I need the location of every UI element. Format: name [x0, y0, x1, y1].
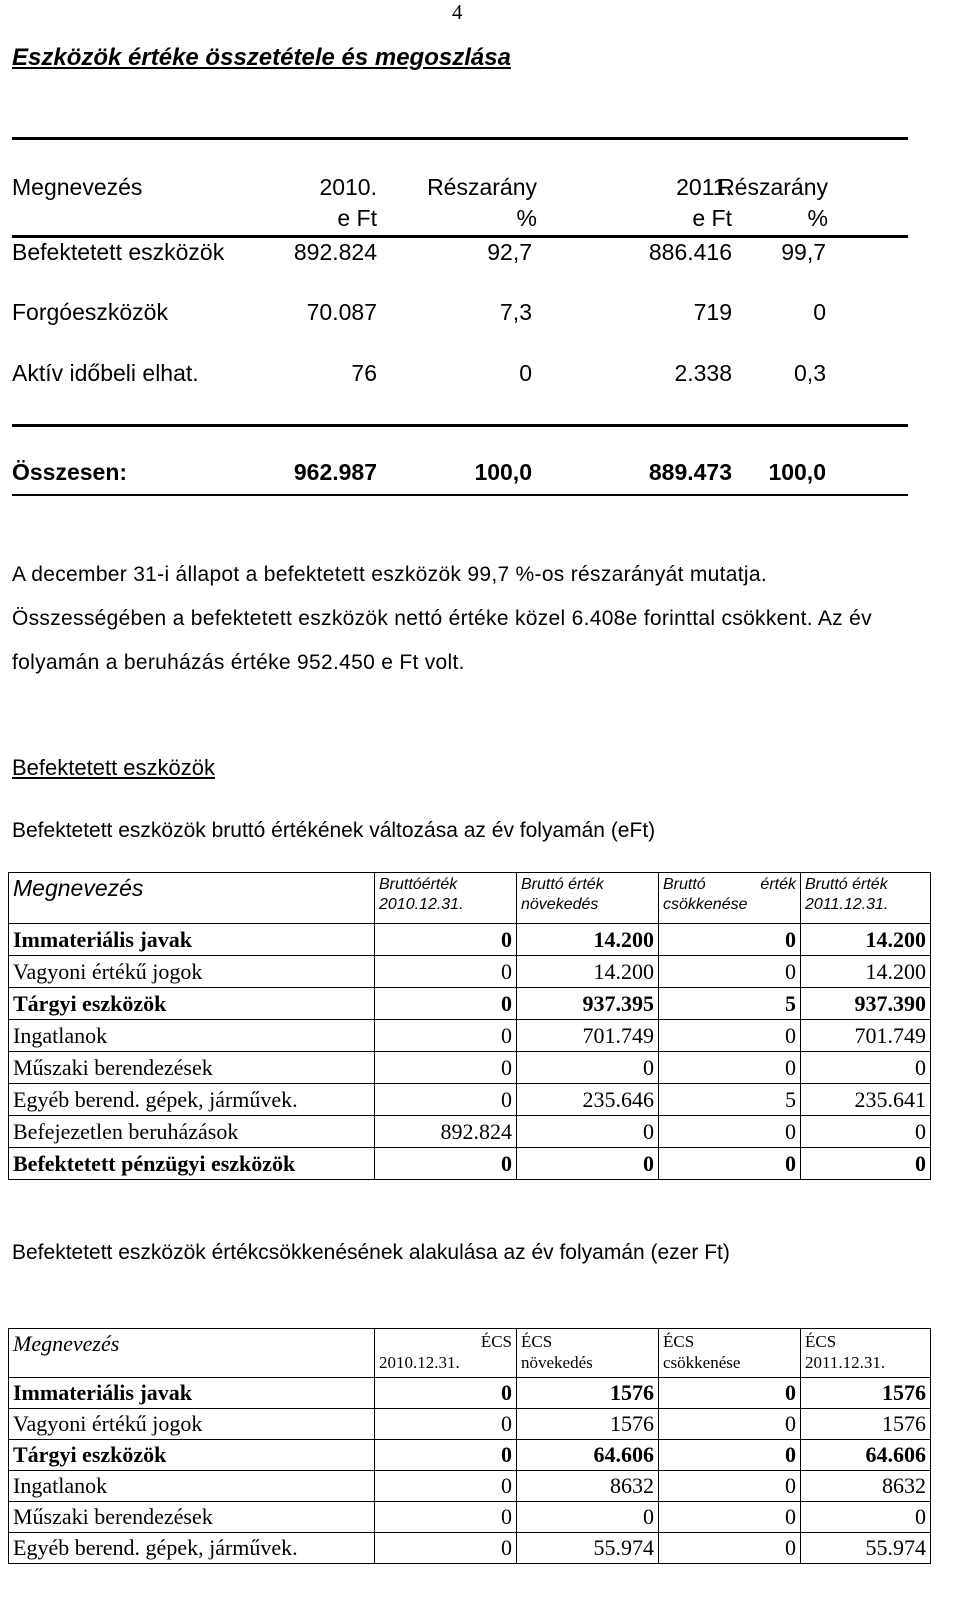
header-share-2010: Részarány [427, 174, 537, 200]
cell-name: Műszaki berendezések [9, 1502, 375, 1533]
cell-name: Műszaki berendezések [9, 1052, 375, 1084]
cell-c2: 64.606 [517, 1440, 659, 1471]
cell-c2: 14.200 [517, 924, 659, 956]
cell-c3: 0 [659, 1020, 801, 1052]
cell-c4: 0 [801, 1116, 931, 1148]
cell-c2: 235.646 [517, 1084, 659, 1116]
header-share-2011-unit: % [807, 205, 828, 231]
cell-c2: 0 [517, 1052, 659, 1084]
cell-c1: 0 [375, 1378, 517, 1409]
cell-c3: 0 [659, 1378, 801, 1409]
cell-c1: 0 [375, 956, 517, 988]
header-col4 [801, 873, 931, 924]
row-share-2011: 0,3 [794, 360, 826, 386]
row-2011: 2.338 [674, 360, 732, 386]
cell-c4: 1576 [801, 1378, 931, 1409]
cell-c1: 892.824 [375, 1116, 517, 1148]
table-row [9, 1116, 931, 1148]
header-col2-line1: Bruttó érték [521, 876, 604, 893]
cell-c2: 701.749 [517, 1020, 659, 1052]
cell-c2: 0 [517, 1148, 659, 1180]
gross-value-table [8, 872, 931, 1180]
row-2010: 892.824 [293, 239, 377, 265]
header-name: Megnevezés [9, 873, 375, 924]
cell-name: Immateriális javak [9, 1378, 375, 1409]
cell-c1: 0 [375, 924, 517, 956]
row-2010: 70.087 [306, 299, 377, 325]
cell-c4: 14.200 [801, 956, 931, 988]
table-header-row [9, 873, 931, 924]
cell-c3: 0 [659, 1502, 801, 1533]
header-col3-line2: csökkenése [663, 1353, 741, 1372]
header-col1 [375, 873, 517, 924]
header-col2-line2: növekedés [521, 1353, 593, 1372]
cell-c3: 0 [659, 924, 801, 956]
cell-c4: 235.641 [801, 1084, 931, 1116]
cell-c2: 55.974 [517, 1533, 659, 1564]
total-top-rule [12, 424, 908, 427]
header-2011-unit: e Ft [692, 205, 732, 231]
page-number: 4 [452, 0, 463, 24]
table-row [9, 1471, 931, 1502]
table-row [9, 1378, 931, 1409]
cell-name: Immateriális javak [9, 924, 375, 956]
header-col1-line1: Bruttóérték [379, 876, 458, 893]
row-name: Forgóeszközök [12, 299, 168, 325]
header-col3-word2: érték [760, 876, 796, 893]
table-row [9, 1020, 931, 1052]
row-share-2010: 7,3 [500, 299, 532, 325]
cell-name: Vagyoni értékű jogok [9, 1409, 375, 1440]
cell-c4: 937.390 [801, 988, 931, 1020]
cell-c1: 0 [375, 1502, 517, 1533]
table-row [9, 1148, 931, 1180]
table-row [9, 1084, 931, 1116]
cell-name: Egyéb berend. gépek, járművek. [9, 1084, 375, 1116]
cell-c3: 0 [659, 1052, 801, 1084]
cell-c1: 0 [375, 1471, 517, 1502]
header-col4 [801, 1329, 931, 1378]
total-2010: 962.987 [293, 459, 377, 485]
cell-c2: 0 [517, 1116, 659, 1148]
header-col2-line1: ÉCS [521, 1332, 553, 1351]
header-2011: 2011. [676, 174, 732, 200]
header-col2 [517, 1329, 659, 1378]
header-col3-line2: csökkenése [663, 896, 748, 913]
cell-c1: 0 [375, 1440, 517, 1471]
document-title: Eszközök értéke összetétele és megoszlása [12, 44, 511, 71]
cell-c2: 0 [517, 1502, 659, 1533]
total-2011: 889.473 [648, 459, 732, 485]
total-share-2010: 100,0 [474, 459, 532, 485]
header-col4-line1: ÉCS [805, 1332, 837, 1351]
cell-name: Tárgyi eszközök [9, 988, 375, 1020]
table-row [9, 988, 931, 1020]
header-share-2011: Részarány [718, 174, 828, 200]
cell-c1: 0 [375, 1052, 517, 1084]
table-row [9, 1502, 931, 1533]
table-row [9, 956, 931, 988]
cell-c2: 14.200 [517, 956, 659, 988]
header-col4-line2: 2011.12.31. [805, 1353, 886, 1372]
cell-c3: 5 [659, 988, 801, 1020]
cell-name: Befejezetlen beruházások [9, 1116, 375, 1148]
header-share-2010-unit: % [516, 205, 537, 231]
header-col1-line1: ÉCS [480, 1332, 512, 1351]
header-col3 [659, 873, 801, 924]
header-col2 [517, 873, 659, 924]
header-rule [12, 235, 908, 238]
cell-c2: 1576 [517, 1378, 659, 1409]
row-2011: 719 [693, 299, 732, 325]
header-name: Megnevezés [12, 174, 143, 200]
row-2010: 76 [351, 360, 377, 386]
cell-c3: 0 [659, 1409, 801, 1440]
cell-c1: 0 [375, 1148, 517, 1180]
row-share-2010: 0 [519, 360, 532, 386]
total-bottom-rule [12, 494, 908, 496]
row-share-2010: 92,7 [487, 239, 532, 265]
cell-c3: 0 [659, 1440, 801, 1471]
cell-c4: 0 [801, 1148, 931, 1180]
table-row [9, 924, 931, 956]
row-name: Aktív időbeli elhat. [12, 360, 199, 386]
cell-name: Egyéb berend. gépek, járművek. [9, 1533, 375, 1564]
cell-c3: 0 [659, 956, 801, 988]
cell-name: Ingatlanok [9, 1020, 375, 1052]
cell-c4: 0 [801, 1502, 931, 1533]
cell-name: Vagyoni értékű jogok [9, 956, 375, 988]
header-col1-line2: 2010.12.31. [379, 896, 464, 913]
cell-c2: 1576 [517, 1409, 659, 1440]
table-row [9, 1533, 931, 1564]
cell-c4: 55.974 [801, 1533, 931, 1564]
total-share-2011: 100,0 [768, 459, 826, 485]
header-col3 [659, 1329, 801, 1378]
cell-c2: 937.395 [517, 988, 659, 1020]
cell-name: Befektetett pénzügyi eszközök [9, 1148, 375, 1180]
summary-paragraph: A december 31-i állapot a befektetett eszközök 99,7 %-os részarányát mutatja. Összességében a befektetett eszközök nettó értéke közel 6.408e forinttal csökkent. Az év folyamán a beruházás értéke 952.450 e Ft volt. [12, 563, 872, 674]
depreciation-table-caption: Befektetett eszközök értékcsökkenésének alakulása az év folyamán (ezer Ft) [12, 1241, 730, 1264]
cell-c1: 0 [375, 1084, 517, 1116]
cell-c1: 0 [375, 1020, 517, 1052]
header-col4-line1: Bruttó érték [805, 876, 888, 893]
cell-c3: 0 [659, 1116, 801, 1148]
header-2010: 2010. [319, 174, 377, 200]
row-share-2011: 99,7 [781, 239, 826, 265]
gross-table-caption: Befektetett eszközök bruttó értékének változása az év folyamán (eFt) [12, 819, 656, 842]
cell-c4: 8632 [801, 1471, 931, 1502]
table-header-row [9, 1329, 931, 1378]
total-label: Összesen: [12, 459, 128, 485]
row-2011: 886.416 [648, 239, 732, 265]
cell-c3: 0 [659, 1471, 801, 1502]
header-2010-unit: e Ft [337, 205, 377, 231]
header-col1-line2: 2010.12.31. [379, 1353, 460, 1372]
cell-c3: 0 [659, 1148, 801, 1180]
row-share-2011: 0 [813, 299, 826, 325]
row-name: Befektetett eszközök [12, 239, 225, 265]
header-col4-line2: 2011.12.31. [805, 896, 889, 913]
header-name: Megnevezés [9, 1329, 375, 1378]
cell-c4: 64.606 [801, 1440, 931, 1471]
cell-c4: 1576 [801, 1409, 931, 1440]
cell-c3: 0 [659, 1533, 801, 1564]
table-row [9, 1440, 931, 1471]
cell-c1: 0 [375, 988, 517, 1020]
header-col3-word1: Bruttó [663, 876, 706, 893]
cell-c4: 0 [801, 1052, 931, 1084]
cell-c3: 5 [659, 1084, 801, 1116]
depreciation-table [8, 1328, 931, 1564]
cell-c1: 0 [375, 1409, 517, 1440]
cell-name: Tárgyi eszközök [9, 1440, 375, 1471]
cell-c1: 0 [375, 1533, 517, 1564]
header-col2-line2: növekedés [521, 896, 599, 913]
cell-name: Ingatlanok [9, 1471, 375, 1502]
cell-c4: 701.749 [801, 1020, 931, 1052]
table-row [9, 1052, 931, 1084]
section-heading: Befektetett eszközök [12, 755, 215, 780]
table-row [9, 1409, 931, 1440]
header-col3-line1: ÉCS [663, 1332, 695, 1351]
cell-c2: 8632 [517, 1471, 659, 1502]
header-col1 [375, 1329, 517, 1378]
cell-c4: 14.200 [801, 924, 931, 956]
top-rule [12, 137, 908, 140]
